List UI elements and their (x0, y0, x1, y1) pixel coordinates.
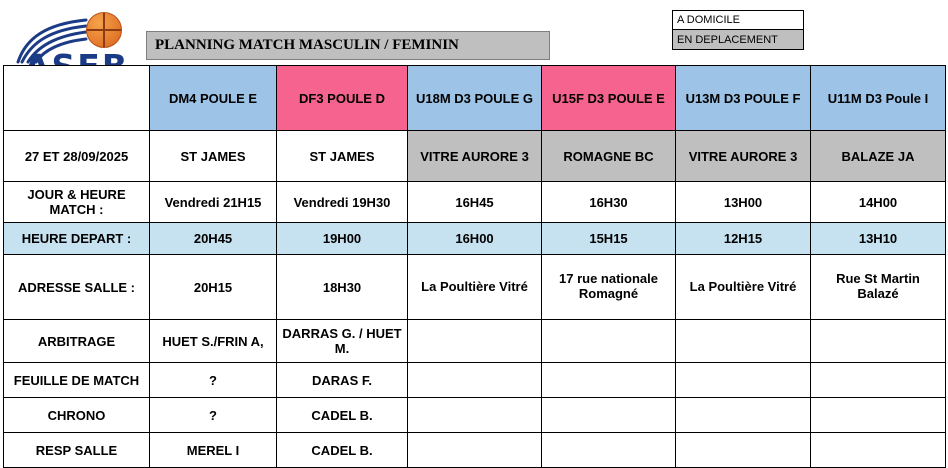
row-label-refereeing: ARBITRAGE (4, 320, 150, 363)
category-header-0: DM4 POULE E (150, 66, 277, 131)
resp-salle-2 (408, 433, 542, 468)
category-header-2: U18M D3 POULE G (408, 66, 542, 131)
legend-home-label: A DOMICILE (677, 14, 740, 26)
opponent-4: VITRE AURORE 3 (676, 131, 811, 182)
score-sheet-0: ? (150, 363, 277, 398)
refereeing-1: DARRAS G. / HUET M. (277, 320, 408, 363)
resp-salle-3 (542, 433, 676, 468)
departure-0: 20H45 (150, 223, 277, 255)
score-sheet-1: DARAS F. (277, 363, 408, 398)
departure-1: 19H00 (277, 223, 408, 255)
match-time-3: 16H30 (542, 182, 676, 223)
table-row-address (4, 255, 946, 320)
match-time-1: Vendredi 19H30 (277, 182, 408, 223)
departure-3: 15H15 (542, 223, 676, 255)
refereeing-0: HUET S./FRIN A, (150, 320, 277, 363)
table-row-score-sheet (4, 363, 946, 398)
resp-salle-5 (811, 433, 946, 468)
chrono-1: CADEL B. (277, 398, 408, 433)
refereeing-2 (408, 320, 542, 363)
resp-salle-1: CADEL B. (277, 433, 408, 468)
planning-table (3, 65, 946, 468)
score-sheet-3 (542, 363, 676, 398)
row-label-chrono: CHRONO (4, 398, 150, 433)
category-header-1: DF3 POULE D (277, 66, 408, 131)
legend (672, 10, 804, 50)
departure-2: 16H00 (408, 223, 542, 255)
chrono-2 (408, 398, 542, 433)
legend-home (672, 10, 804, 30)
table-row-categories (4, 66, 946, 131)
refereeing-5 (811, 320, 946, 363)
basketball-icon (86, 12, 122, 48)
row-label-match-time: JOUR & HEURE MATCH : (4, 182, 150, 223)
table-row-refereeing (4, 320, 946, 363)
match-time-2: 16H45 (408, 182, 542, 223)
resp-salle-0: MEREL I (150, 433, 277, 468)
address-1: 18H30 (277, 255, 408, 320)
row-label-departure: HEURE DEPART : (4, 223, 150, 255)
address-4: La Poultière Vitré (676, 255, 811, 320)
table-row-departure (4, 223, 946, 255)
opponent-5: BALAZE JA (811, 131, 946, 182)
address-5: Rue St Martin Balazé (811, 255, 946, 320)
page-title-text: PLANNING MATCH MASCULIN / FEMININ (155, 37, 459, 53)
chrono-4 (676, 398, 811, 433)
row-label-address: ADRESSE SALLE : (4, 255, 150, 320)
match-time-4: 13H00 (676, 182, 811, 223)
opponent-2: VITRE AURORE 3 (408, 131, 542, 182)
resp-salle-4 (676, 433, 811, 468)
table-row-match-time (4, 182, 946, 223)
category-header-5: U11M D3 Poule I (811, 66, 946, 131)
corner-cell (4, 66, 150, 131)
table-row-chrono (4, 398, 946, 433)
legend-away (672, 30, 804, 50)
row-label-date: 27 ET 28/09/2025 (4, 131, 150, 182)
table-row-resp-salle (4, 433, 946, 468)
score-sheet-5 (811, 363, 946, 398)
match-time-5: 14H00 (811, 182, 946, 223)
chrono-5 (811, 398, 946, 433)
departure-5: 13H10 (811, 223, 946, 255)
chrono-0: ? (150, 398, 277, 433)
table-row-opponent (4, 131, 946, 182)
category-header-3: U15F D3 POULE E (542, 66, 676, 131)
address-3: 17 rue nationale Romagné (542, 255, 676, 320)
category-header-4: U13M D3 POULE F (676, 66, 811, 131)
address-0: 20H15 (150, 255, 277, 320)
departure-4: 12H15 (676, 223, 811, 255)
refereeing-4 (676, 320, 811, 363)
opponent-0: ST JAMES (150, 131, 277, 182)
score-sheet-4 (676, 363, 811, 398)
page-title (146, 31, 550, 60)
address-2: La Poultière Vitré (408, 255, 542, 320)
refereeing-3 (542, 320, 676, 363)
legend-away-label: EN DEPLACEMENT (677, 33, 778, 46)
score-sheet-2 (408, 363, 542, 398)
row-label-score-sheet: FEUILLE DE MATCH (4, 363, 150, 398)
match-time-0: Vendredi 21H15 (150, 182, 277, 223)
opponent-3: ROMAGNE BC (542, 131, 676, 182)
row-label-resp-salle: RESP SALLE (4, 433, 150, 468)
opponent-1: ST JAMES (277, 131, 408, 182)
chrono-3 (542, 398, 676, 433)
